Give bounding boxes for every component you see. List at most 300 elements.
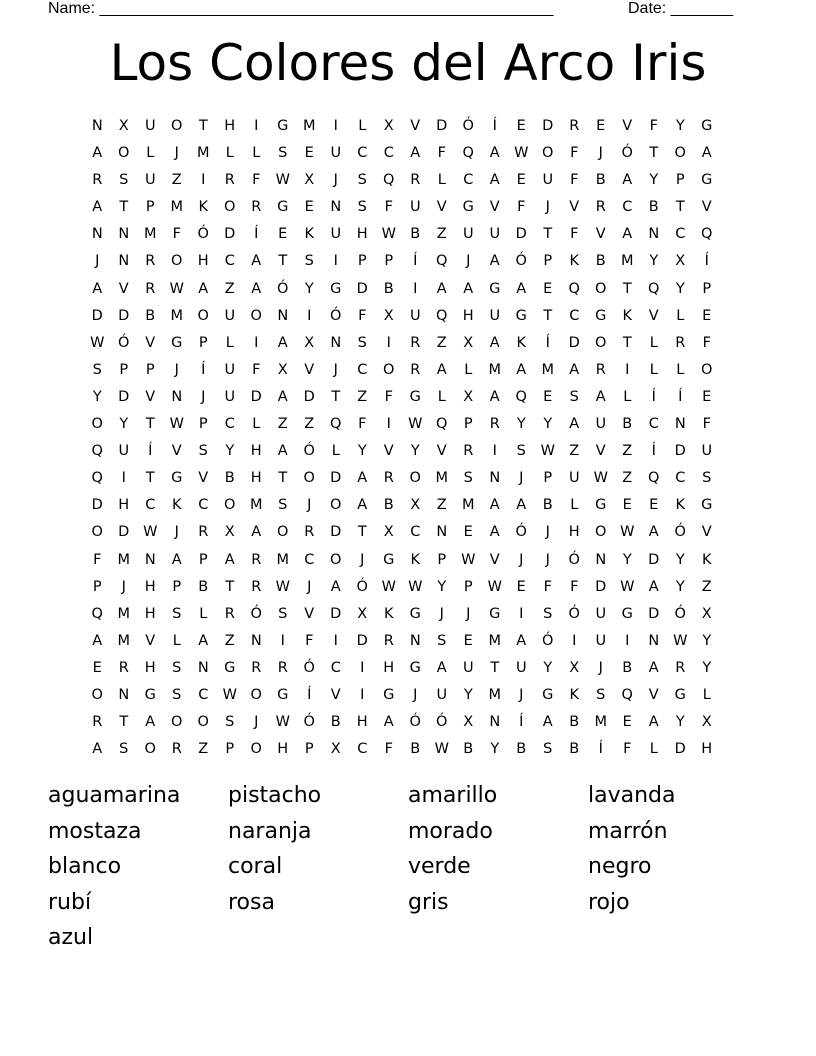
- grid-letter: Q: [330, 416, 342, 433]
- grid-letter: Q: [648, 470, 660, 487]
- grid-letter: E: [516, 172, 526, 189]
- grid-letter: M: [302, 118, 316, 134]
- grid-letter: Q: [568, 280, 580, 297]
- grid-letter: U: [436, 686, 448, 703]
- grid-letter: M: [435, 470, 448, 487]
- grid-letter: L: [331, 443, 340, 460]
- grid-letter: S: [172, 686, 182, 703]
- grid-letter: I: [333, 253, 338, 270]
- grid-letter: U: [462, 659, 474, 676]
- grid-letter: N: [118, 226, 130, 243]
- grid-letter: T: [622, 334, 632, 351]
- grid-letter: Ó: [277, 280, 289, 297]
- grid-letter: A: [224, 551, 235, 568]
- grid-letter: V: [648, 307, 659, 324]
- grid-letter: Ó: [330, 307, 342, 324]
- grid-letter: L: [649, 334, 658, 351]
- grid-letter: I: [307, 307, 312, 324]
- grid-letter: C: [304, 551, 315, 568]
- grid-letter: Y: [225, 443, 235, 460]
- grid-letter: O: [197, 307, 209, 324]
- grid-letter: D: [648, 605, 660, 622]
- grid-letter: P: [675, 172, 685, 189]
- grid-letter: J: [307, 578, 312, 595]
- grid-letter: M: [249, 497, 263, 514]
- grid-letter: R: [224, 605, 235, 622]
- grid-letter: M: [488, 632, 501, 649]
- grid-letter: Í: [678, 388, 683, 405]
- grid-letter: F: [305, 632, 314, 649]
- word-bank: [48, 778, 768, 956]
- grid-letter: B: [622, 659, 633, 676]
- grid-letter: E: [702, 307, 712, 324]
- grid-letter: W: [90, 334, 105, 351]
- grid-letter: G: [409, 605, 421, 622]
- grid-letter: A: [198, 280, 209, 297]
- grid-letter: C: [383, 145, 394, 162]
- grid-letter: R: [569, 118, 580, 134]
- grid-letter: N: [648, 226, 660, 243]
- grid-letter: P: [145, 361, 155, 378]
- grid-letter: A: [357, 497, 368, 514]
- grid-letter: A: [277, 443, 288, 460]
- grid-letter: G: [330, 280, 342, 297]
- grid-letter: A: [542, 714, 553, 731]
- grid-letter: U: [224, 388, 236, 405]
- grid-letter: D: [330, 524, 342, 541]
- grid-letter: L: [570, 497, 579, 514]
- grid-letter: R: [410, 361, 421, 378]
- grid-letter: O: [409, 470, 421, 487]
- grid-letter: Z: [622, 470, 633, 487]
- grid-letter: O: [91, 524, 103, 541]
- grid-letter: C: [648, 416, 659, 433]
- grid-letter: K: [198, 199, 208, 216]
- grid-letter: Ó: [303, 443, 315, 460]
- grid-letter: R: [675, 659, 686, 676]
- grid-letter: F: [358, 416, 367, 433]
- grid-letter: F: [570, 578, 579, 595]
- grid-letter: I: [360, 686, 365, 703]
- grid-letter: D: [648, 551, 660, 568]
- grid-letter: P: [702, 280, 712, 297]
- grid-letter: R: [383, 470, 394, 487]
- grid-letter: R: [675, 334, 686, 351]
- grid-letter: W: [408, 416, 423, 433]
- grid-letter: Y: [675, 551, 685, 568]
- grid-letter: A: [330, 578, 341, 595]
- grid-letter: G: [277, 686, 289, 703]
- word-bank-item: aguamarina: [48, 783, 181, 808]
- grid-letter: Y: [410, 443, 420, 460]
- grid-letter: R: [410, 172, 421, 189]
- grid-letter: H: [277, 741, 289, 758]
- grid-letter: C: [622, 199, 633, 216]
- grid-letter: W: [275, 578, 290, 595]
- grid-letter: Y: [490, 741, 500, 758]
- grid-letter: T: [198, 118, 208, 134]
- grid-letter: Ó: [436, 714, 448, 731]
- grid-letter: D: [303, 388, 315, 405]
- name-field-label: Name: ___________________________________________________: [48, 0, 554, 17]
- grid-letter: Ó: [674, 605, 686, 622]
- grid-letter: T: [225, 578, 235, 595]
- grid-letter: P: [198, 334, 208, 351]
- grid-letter: Ó: [542, 632, 554, 649]
- grid-letter: E: [304, 199, 314, 216]
- grid-letter: P: [172, 578, 182, 595]
- grid-letter: S: [357, 199, 367, 216]
- grid-letter: S: [119, 741, 129, 758]
- grid-letter: D: [118, 524, 130, 541]
- grid-letter: N: [91, 226, 103, 243]
- grid-letter: S: [119, 172, 129, 189]
- grid-letter: M: [196, 145, 210, 162]
- grid-letter: R: [251, 659, 262, 676]
- grid-letter: A: [357, 470, 368, 487]
- grid-letter: W: [540, 443, 555, 460]
- grid-letter: G: [171, 470, 183, 487]
- grid-letter: C: [357, 741, 368, 758]
- grid-letter: K: [569, 253, 579, 270]
- grid-letter: P: [198, 416, 208, 433]
- grid-letter: J: [413, 686, 418, 703]
- grid-letter: V: [145, 388, 156, 405]
- grid-letter: B: [463, 741, 474, 758]
- grid-letter: V: [701, 199, 712, 216]
- grid-letter: X: [383, 307, 394, 324]
- grid-letter: H: [462, 307, 474, 324]
- grid-letter: J: [598, 145, 603, 162]
- grid-letter: C: [145, 497, 156, 514]
- grid-letter: F: [437, 145, 446, 162]
- grid-letter: Q: [383, 172, 395, 189]
- grid-letter: Í: [413, 253, 418, 270]
- grid-letter: I: [201, 172, 206, 189]
- grid-letter: Z: [224, 280, 235, 297]
- grid-letter: B: [383, 280, 394, 297]
- grid-letter: A: [251, 280, 262, 297]
- grid-letter: W: [143, 524, 158, 541]
- grid-letter: R: [92, 172, 103, 189]
- grid-letter: C: [675, 226, 686, 243]
- grid-letter: X: [569, 659, 580, 676]
- grid-letter: F: [570, 226, 579, 243]
- grid-letter: B: [516, 741, 527, 758]
- grid-letter: Q: [436, 416, 448, 433]
- grid-letter: A: [277, 388, 288, 405]
- grid-letter: Q: [91, 443, 103, 460]
- grid-letter: K: [304, 226, 314, 243]
- grid-letter: R: [251, 578, 262, 595]
- grid-letter: J: [201, 388, 206, 405]
- word-bank-item: blanco: [48, 854, 122, 880]
- grid-letter: S: [357, 172, 367, 189]
- grid-letter: L: [649, 361, 658, 378]
- grid-letter: Y: [92, 388, 102, 405]
- grid-letter: E: [463, 632, 473, 649]
- grid-letter: B: [595, 172, 606, 189]
- grid-letter: N: [674, 416, 686, 433]
- grid-letter: X: [330, 741, 341, 758]
- grid-letter: Í: [651, 388, 656, 405]
- grid-letter: V: [330, 686, 341, 703]
- grid-letter: M: [117, 632, 130, 649]
- grid-letter: I: [492, 443, 497, 460]
- grid-letter: V: [701, 524, 712, 541]
- grid-letter: Z: [198, 741, 209, 758]
- grid-letter: J: [174, 361, 179, 378]
- grid-letter: S: [543, 605, 553, 622]
- grid-letter: Ó: [303, 714, 315, 731]
- grid-letter: Y: [357, 443, 367, 460]
- grid-letter: O: [91, 686, 103, 703]
- grid-letter: Ó: [356, 578, 368, 595]
- grid-letter: W: [673, 632, 688, 649]
- grid-letter: L: [252, 145, 261, 162]
- word-bank-item: lavanda: [588, 783, 676, 808]
- grid-letter: R: [145, 253, 156, 270]
- grid-letter: S: [463, 470, 473, 487]
- grid-letter: G: [462, 199, 474, 216]
- grid-letter: F: [517, 199, 526, 216]
- grid-letter: Y: [702, 659, 712, 676]
- grid-letter: Y: [622, 551, 632, 568]
- grid-letter: A: [622, 172, 633, 189]
- grid-letter: A: [701, 145, 712, 162]
- grid-letter: A: [516, 361, 527, 378]
- grid-letter: K: [383, 605, 394, 622]
- letter-grid: [84, 113, 720, 763]
- grid-letter: U: [701, 443, 713, 460]
- grid-letter: R: [463, 443, 474, 460]
- word-bank-item: rubí: [48, 889, 92, 915]
- grid-letter: R: [224, 172, 235, 189]
- grid-letter: L: [676, 361, 685, 378]
- grid-letter: N: [277, 307, 289, 324]
- grid-letter: A: [171, 551, 182, 568]
- grid-letter: G: [595, 307, 607, 324]
- grid-letter: B: [198, 578, 209, 595]
- grid-letter: X: [277, 361, 288, 378]
- grid-letter: B: [595, 253, 606, 270]
- grid-letter: A: [92, 632, 103, 649]
- grid-letter: O: [250, 686, 262, 703]
- grid-letter: I: [386, 416, 391, 433]
- grid-letter: Y: [463, 686, 473, 703]
- grid-letter: D: [91, 307, 103, 324]
- grid-letter: B: [145, 307, 156, 324]
- grid-letter: F: [384, 388, 393, 405]
- grid-letter: Y: [675, 280, 685, 297]
- grid-letter: H: [144, 578, 156, 595]
- grid-letter: X: [463, 388, 474, 405]
- grid-letter: A: [489, 172, 500, 189]
- grid-letter: Y: [649, 253, 659, 270]
- grid-letter: T: [622, 280, 632, 297]
- grid-letter: Z: [357, 388, 368, 405]
- grid-letter: Z: [436, 497, 447, 514]
- grid-letter: I: [413, 280, 418, 297]
- grid-letter: O: [330, 497, 342, 514]
- grid-letter: R: [251, 551, 262, 568]
- grid-letter: O: [250, 307, 262, 324]
- grid-letter: R: [595, 361, 606, 378]
- grid-letter: X: [383, 118, 394, 134]
- grid-letter: E: [92, 659, 102, 676]
- word-bank-item: naranja: [228, 818, 312, 844]
- grid-letter: I: [280, 632, 285, 649]
- grid-letter: F: [702, 416, 711, 433]
- grid-letter: A: [489, 334, 500, 351]
- grid-letter: O: [144, 741, 156, 758]
- grid-letter: Y: [437, 578, 447, 595]
- grid-letter: U: [462, 226, 474, 243]
- grid-letter: M: [276, 551, 289, 568]
- date-field-label: Date: _______: [628, 0, 733, 17]
- grid-letter: A: [569, 361, 580, 378]
- grid-letter: W: [381, 578, 396, 595]
- grid-letter: X: [224, 524, 235, 541]
- grid-letter: T: [278, 470, 288, 487]
- grid-letter: S: [278, 497, 288, 514]
- grid-letter: G: [409, 659, 421, 676]
- grid-letter: P: [384, 253, 394, 270]
- grid-letter: Y: [543, 416, 553, 433]
- grid-letter: W: [461, 551, 476, 568]
- grid-letter: A: [648, 578, 659, 595]
- grid-letter: S: [596, 686, 606, 703]
- grid-letter: C: [224, 253, 235, 270]
- grid-letter: O: [330, 551, 342, 568]
- grid-letter: S: [543, 741, 553, 758]
- grid-letter: X: [410, 497, 421, 514]
- grid-letter: U: [118, 443, 130, 460]
- grid-letter: T: [675, 199, 685, 216]
- grid-letter: R: [595, 199, 606, 216]
- grid-letter: Í: [307, 686, 312, 703]
- grid-letter: F: [570, 172, 579, 189]
- grid-letter: M: [143, 226, 157, 243]
- grid-letter: J: [174, 145, 179, 162]
- grid-letter: O: [701, 361, 713, 378]
- word-bank-item: verde: [408, 854, 471, 880]
- grid-letter: N: [330, 199, 342, 216]
- grid-letter: M: [594, 714, 607, 731]
- grid-letter: E: [622, 714, 632, 731]
- grid-letter: I: [333, 632, 338, 649]
- grid-letter: O: [542, 145, 554, 162]
- grid-letter: A: [145, 714, 156, 731]
- grid-letter: S: [437, 632, 447, 649]
- grid-letter: K: [569, 686, 579, 703]
- grid-letter: O: [171, 118, 183, 134]
- word-bank-item: pistacho: [228, 783, 322, 808]
- grid-letter: L: [225, 145, 234, 162]
- grid-letter: P: [543, 470, 553, 487]
- grid-letter: Y: [649, 172, 659, 189]
- grid-letter: Ó: [197, 226, 209, 243]
- grid-letter: L: [146, 145, 155, 162]
- grid-letter: U: [330, 226, 342, 243]
- grid-letter: O: [595, 280, 607, 297]
- grid-letter: B: [410, 226, 421, 243]
- grid-letter: V: [489, 551, 500, 568]
- grid-letter: R: [251, 199, 262, 216]
- grid-letter: I: [625, 632, 630, 649]
- grid-letter: R: [489, 416, 500, 433]
- grid-letter: P: [145, 199, 155, 216]
- grid-letter: B: [383, 497, 394, 514]
- word-bank-item: negro: [588, 854, 652, 880]
- grid-letter: N: [118, 686, 130, 703]
- grid-letter: N: [330, 334, 342, 351]
- word-bank-item: morado: [408, 818, 493, 844]
- grid-letter: V: [648, 686, 659, 703]
- grid-letter: T: [145, 470, 155, 487]
- grid-letter: P: [543, 253, 553, 270]
- grid-letter: N: [250, 632, 262, 649]
- grid-letter: L: [252, 416, 261, 433]
- grid-letter: Q: [436, 307, 448, 324]
- grid-letter: X: [675, 253, 686, 270]
- word-bank-item: gris: [408, 889, 449, 915]
- grid-letter: O: [224, 199, 236, 216]
- grid-letter: J: [545, 199, 550, 216]
- grid-letter: N: [648, 632, 660, 649]
- grid-letter: Z: [277, 416, 288, 433]
- grid-letter: F: [384, 741, 393, 758]
- grid-letter: V: [622, 118, 633, 134]
- grid-letter: E: [278, 226, 288, 243]
- grid-letter: Q: [91, 470, 103, 487]
- grid-letter: L: [702, 686, 711, 703]
- grid-letter: G: [489, 605, 501, 622]
- grid-letter: W: [408, 578, 423, 595]
- grid-letter: Ó: [409, 714, 421, 731]
- grid-letter: G: [701, 497, 713, 514]
- grid-letter: T: [543, 307, 553, 324]
- grid-letter: A: [198, 632, 209, 649]
- grid-letter: S: [172, 659, 182, 676]
- grid-letter: D: [436, 118, 448, 134]
- grid-letter: V: [118, 280, 129, 297]
- grid-letter: K: [410, 551, 420, 568]
- grid-letter: T: [357, 524, 367, 541]
- grid-letter: Í: [651, 443, 656, 460]
- grid-letter: A: [92, 280, 103, 297]
- grid-letter: K: [622, 307, 632, 324]
- grid-letter: V: [489, 199, 500, 216]
- grid-letter: F: [543, 578, 552, 595]
- grid-letter: C: [463, 172, 474, 189]
- grid-letter: G: [383, 686, 395, 703]
- grid-letter: F: [649, 118, 658, 134]
- word-bank-item: coral: [228, 854, 283, 880]
- grid-letter: W: [169, 416, 184, 433]
- grid-letter: W: [275, 714, 290, 731]
- grid-letter: J: [360, 551, 365, 568]
- grid-letter: A: [463, 280, 474, 297]
- grid-letter: R: [410, 334, 421, 351]
- grid-letter: U: [515, 659, 527, 676]
- grid-letter: A: [436, 659, 447, 676]
- grid-letter: E: [596, 118, 606, 134]
- grid-letter: Z: [701, 578, 712, 595]
- grid-letter: Í: [545, 334, 550, 351]
- grid-letter: E: [463, 524, 473, 541]
- grid-letter: J: [439, 605, 444, 622]
